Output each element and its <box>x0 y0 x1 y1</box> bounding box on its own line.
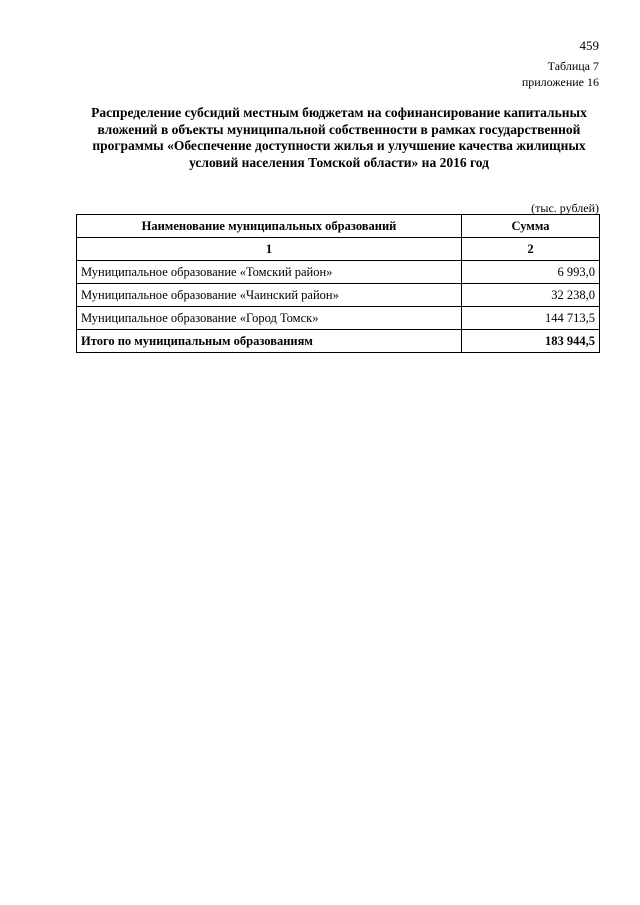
subsidy-table <box>76 214 600 353</box>
unit-note: (тыс. рублей) <box>531 201 599 215</box>
row-name: Муниципальное образование «Томский район» <box>77 261 462 284</box>
title-line: программы «Обеспечение доступности жилья и улучшение качества жилищных <box>92 138 586 153</box>
row-amount: 6 993,0 <box>462 261 600 284</box>
column-number: 1 <box>77 238 462 261</box>
header-row <box>77 215 600 238</box>
appendix-label: приложение 16 <box>521 75 599 89</box>
row-amount: 144 713,5 <box>462 307 600 330</box>
row-amount: 32 238,0 <box>462 284 600 307</box>
title-line: условий населения Томской области» на 2016 год <box>189 154 489 170</box>
table-reference <box>522 58 599 90</box>
table-row <box>77 284 600 307</box>
column-number-row <box>77 238 600 261</box>
header-amount: Сумма <box>462 215 600 238</box>
table-label: Таблица 7 <box>547 59 599 73</box>
header-name: Наименование муниципальных образований <box>77 215 462 238</box>
row-name: Муниципальное образование «Чаинский район» <box>77 284 462 307</box>
page-number: 459 <box>579 38 599 53</box>
total-amount: 183 944,5 <box>462 330 600 353</box>
title-line: Распределение субсидий местным бюджетам на софинансирование капитальных <box>91 105 587 120</box>
table-row <box>77 261 600 284</box>
row-name: Муниципальное образование «Город Томск» <box>77 307 462 330</box>
title-line: вложений в объекты муниципальной собственности в рамках государственной <box>97 121 581 137</box>
document-title <box>78 105 600 171</box>
table-row <box>77 307 600 330</box>
column-number: 2 <box>462 238 600 261</box>
total-label: Итого по муниципальным образованиям <box>77 330 462 353</box>
total-row <box>77 330 600 353</box>
